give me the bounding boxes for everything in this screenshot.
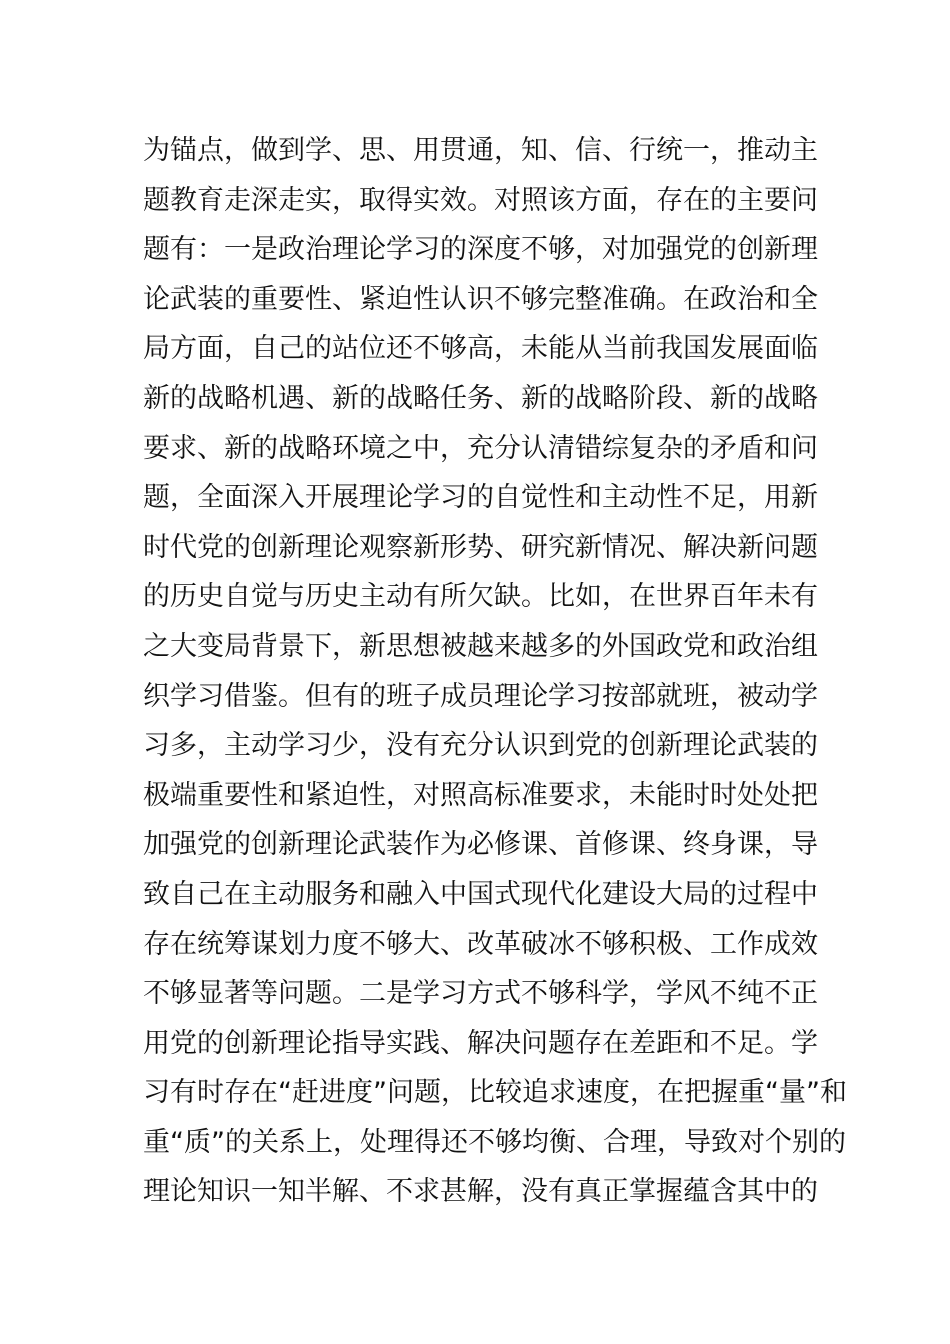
text-line: 的历史自觉与历史主动有所欠缺。比如，在世界百年未有 — [143, 581, 818, 613]
text-line: 重“质”的关系上，处理得还不够均衡、合理，导致对个别的 — [143, 1126, 846, 1158]
text-line: 理论知识一知半解、不求甚解，没有真正掌握蕴含其中的 — [143, 1176, 818, 1208]
text-line: 题，全面深入开展理论学习的自觉性和主动性不足，用新 — [143, 482, 818, 514]
text-line: 要求、新的战略环境之中，充分认清错综复杂的矛盾和问 — [143, 432, 818, 464]
text-line: 不够显著等问题。二是学习方式不够科学，学风不纯不正 — [143, 978, 818, 1010]
text-line: 论武装的重要性、紧迫性认识不够完整准确。在政治和全 — [143, 283, 818, 315]
document-body — [143, 126, 847, 1217]
text-line: 新的战略机遇、新的战略任务、新的战略阶段、新的战略 — [143, 382, 818, 414]
text-line: 局方面，自己的站位还不够高，未能从当前我国发展面临 — [143, 333, 818, 365]
text-line: 习多，主动学习少，没有充分认识到党的创新理论武装的 — [143, 730, 818, 762]
text-line: 之大变局背景下，新思想被越来越多的外国政党和政治组 — [143, 630, 818, 662]
text-line: 加强党的创新理论武装作为必修课、首修课、终身课，导 — [143, 829, 818, 861]
text-line: 致自己在主动服务和融入中国式现代化建设大局的过程中 — [143, 878, 818, 910]
text-line: 时代党的创新理论观察新形势、研究新情况、解决新问题 — [143, 531, 818, 563]
text-line: 极端重要性和紧迫性，对照高标准要求，未能时时处处把 — [143, 779, 818, 811]
text-line: 存在统筹谋划力度不够大、改革破冰不够积极、工作成效 — [143, 928, 818, 960]
text-line: 为锚点，做到学、思、用贯通，知、信、行统一，推动主 — [143, 135, 818, 166]
text-line: 用党的创新理论指导实践、解决问题存在差距和不足。学 — [143, 1027, 818, 1059]
text-line: 织学习借鉴。但有的班子成员理论学习按部就班，被动学 — [143, 680, 818, 712]
text-line: 题有：一是政治理论学习的深度不够，对加强党的创新理 — [143, 234, 818, 266]
text-line: 题教育走深走实，取得实效。对照该方面，存在的主要问 — [143, 184, 818, 216]
text-line: 习有时存在“赶进度”问题，比较追求速度，在把握重“量”和 — [143, 1077, 847, 1109]
